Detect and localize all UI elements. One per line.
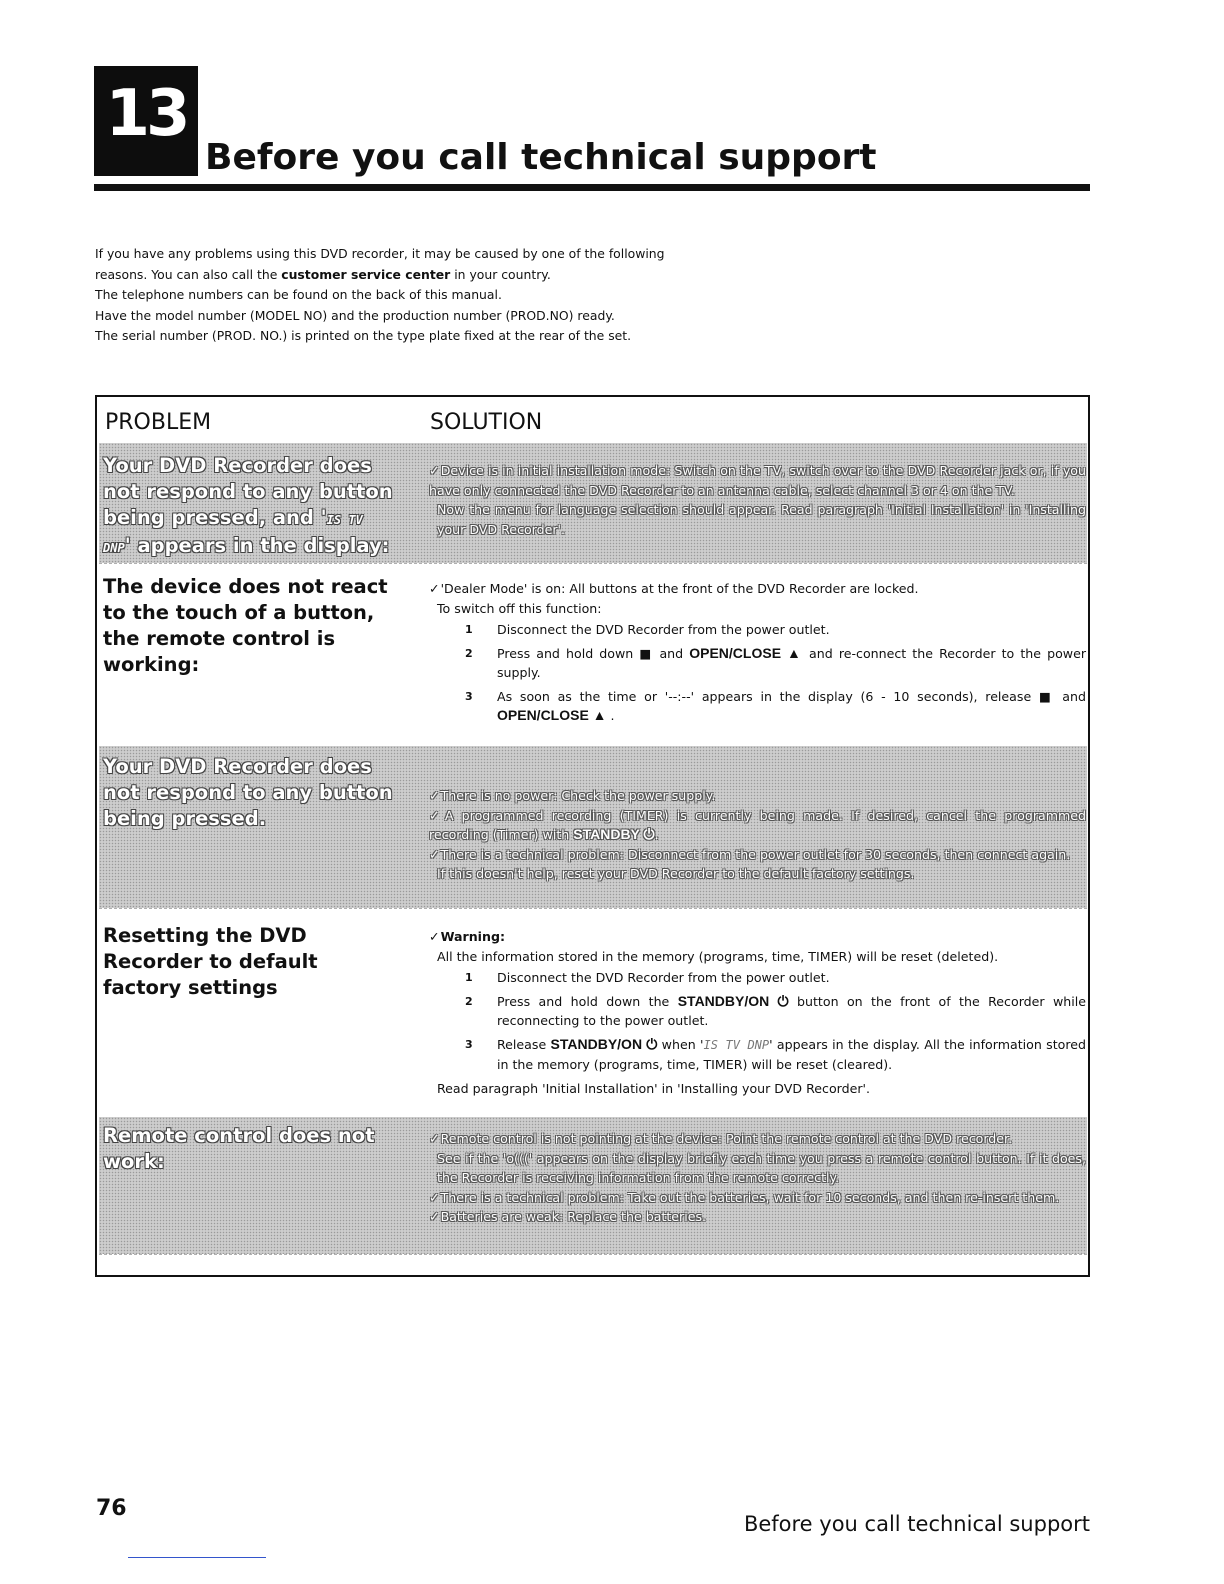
footer-title: Before you call technical support [743, 1512, 1090, 1536]
warning-label: Warning: [440, 929, 506, 944]
header-problem: PROBLEM [105, 410, 212, 435]
step-number: 1 [465, 971, 473, 984]
solution-line [429, 1129, 1086, 1149]
customer-service-center: customer service center [281, 266, 451, 282]
step-text: . [606, 708, 615, 723]
solution-line [429, 927, 1086, 947]
check-icon: ✓ [429, 846, 440, 862]
table-row [99, 564, 1087, 746]
open-close-key: OPEN/CLOSE ▲ [497, 707, 607, 723]
step-number: 1 [465, 623, 473, 636]
step-text: button on the front of the Recorder while reconnecting to the power outlet. [497, 993, 1087, 1028]
solution-line: If this doesn't help, reset your DVD Recorder to the default factory settings. [437, 866, 915, 881]
solution-text: There is no power: Check the power supply. [440, 788, 716, 803]
step-text: Press and hold down the [497, 993, 678, 1009]
step-number: 2 [465, 646, 473, 660]
problem-cell: Resetting the DVD Recorder to default factory settings [103, 924, 318, 999]
header-solution: SOLUTION [430, 410, 543, 435]
solution-line [429, 806, 1086, 845]
step-text: when ' [657, 1036, 704, 1052]
page-number: 76 [96, 1496, 127, 1521]
step-item [429, 968, 1086, 988]
check-icon: ✓ [429, 929, 440, 944]
problem-cell [103, 453, 393, 561]
intro-line-1: If you have any problems using this DVD recorder, it may be caused by one of the following [95, 246, 665, 261]
troubleshooting-table [95, 395, 1090, 1277]
solution-line [429, 1207, 1086, 1227]
intro-line-5: The serial number (PROD. NO.) is printed on the type plate fixed at the rear of the set. [95, 328, 632, 343]
steps-list [429, 620, 1086, 726]
check-icon: ✓ [429, 1189, 440, 1205]
solution-cell [429, 579, 1086, 730]
check-icon: ✓ [429, 1209, 440, 1224]
page-title: Before you call technical support [205, 137, 877, 178]
problem-cell: Remote control does not work: [103, 1124, 375, 1173]
step-text: ' appears in the display. All the information stored in the memory (programs, time, TIMER) will be reset (cleared). [497, 1036, 1086, 1072]
solution-cell [429, 461, 1086, 539]
step-item [429, 1035, 1086, 1075]
problem-text-end: ' appears in the display: [124, 534, 390, 557]
step-text: Disconnect the DVD Recorder from the power outlet. [497, 622, 830, 637]
intro-line-2-pre: reasons. You can also call the [95, 266, 282, 282]
solution-text: Remote control is not pointing at the device: Point the remote control at the DVD recorder. [440, 1131, 1013, 1146]
solution-line [429, 1188, 1086, 1208]
solution-line: See if the 'o(((' appears on the display briefly each time you press a remote control button. If it does, the Recorder is receiving information from the remote correctly. [437, 1150, 1086, 1185]
solution-text: Batteries are weak: Replace the batteries. [440, 1209, 707, 1224]
step-number: 3 [465, 1037, 473, 1051]
step-text: Press and hold down [497, 645, 640, 661]
solution-line [429, 461, 1086, 500]
solution-line [429, 579, 1086, 599]
step-item [429, 687, 1086, 726]
check-icon: ✓ [429, 807, 444, 823]
intro-line-3: The telephone numbers can be found on the back of this manual. [95, 287, 502, 302]
step-text: and [1054, 688, 1086, 704]
solution-line: To switch off this function: [437, 600, 602, 616]
solution-line: Read paragraph 'Initial Installation' in 'Installing your DVD Recorder'. [437, 1080, 871, 1096]
step-item [429, 620, 1086, 640]
step-text: and [653, 645, 690, 661]
intro-line-2 [95, 265, 795, 286]
stop-icon: ■ [639, 645, 654, 661]
check-icon: ✓ [429, 1131, 440, 1146]
problem-cell: The device does not react to the touch of a button, the remote control is working: [103, 575, 388, 676]
solution-line: Now the menu for language selection should appear. Read paragraph 'Initial Installation' in 'Installing your DVD Recorder'. [437, 502, 1086, 537]
solution-text: A programmed recording (TIMER) is currently being made. If desired, cancel the programmed recording (Timer) with [429, 807, 1086, 842]
solution-line [429, 786, 1086, 806]
solution-line: All the information stored in the memory (programs, time, TIMER) will be reset (deleted). [437, 948, 999, 964]
solution-cell [429, 927, 1086, 1098]
solution-cell [429, 786, 1086, 884]
chapter-number-box [94, 66, 198, 176]
problem-text: Your DVD Recorder does not respond to any button being pressed, and ' [103, 454, 393, 529]
lcd-display-text: IS TV DNP [103, 513, 363, 555]
table-row [99, 443, 1087, 563]
step-text: As soon as the time or '--:--' appears in the display (6 - 10 seconds), release [497, 688, 1039, 704]
title-rule [94, 184, 1090, 191]
solution-text: Device is in initial installation mode: Switch on the TV, switch over to the DVD Recorder jack or, if you have only connected the DVD Recorder to an antenna cable, select channel 3 or 4 on the TV. [429, 463, 1086, 498]
solution-line [429, 845, 1086, 865]
step-item [429, 644, 1086, 683]
intro-text [95, 244, 795, 347]
standby-on-key: STANDBY/ON ⏻ [677, 992, 789, 1009]
step-text: and re-connect the Recorder to the power supply. [497, 645, 1087, 680]
intro-line-4: Have the model number (MODEL NO) and the production number (PROD.NO) ready. [95, 307, 615, 323]
step-text: Release [497, 1036, 551, 1052]
open-close-key: OPEN/CLOSE ▲ [689, 644, 803, 661]
row-divider [99, 1254, 1087, 1255]
check-icon: ✓ [429, 463, 440, 478]
solution-text: . [654, 827, 659, 842]
step-number: 3 [465, 689, 473, 703]
table-row [99, 746, 1087, 908]
solution-text: There is a technical problem: Disconnect from the power outlet for 30 seconds, then connect again. [440, 846, 1071, 862]
check-icon: ✓ [429, 788, 440, 803]
step-item [429, 992, 1086, 1031]
intro-line-2-post: in your country. [450, 266, 551, 282]
table-row [99, 1117, 1087, 1254]
steps-list [429, 968, 1086, 1075]
solution-cell [429, 1129, 1086, 1227]
solution-text: 'Dealer Mode' is on: All buttons at the front of the DVD Recorder are locked. [440, 581, 919, 596]
step-number: 2 [465, 994, 473, 1008]
step-text: Disconnect the DVD Recorder from the power outlet. [497, 970, 830, 985]
footer-underline [128, 1557, 266, 1558]
standby-key: STANDBY ⏻ [573, 826, 655, 842]
standby-on-key: STANDBY/ON ⏻ [550, 1035, 658, 1052]
table-row [99, 909, 1087, 1117]
chapter-number: 13 [105, 77, 187, 151]
check-icon: ✓ [429, 581, 440, 596]
solution-text: There is a technical problem: Take out the batteries, wait for 10 seconds, and then re-insert them. [440, 1189, 1060, 1205]
stop-icon: ■ [1038, 688, 1055, 704]
problem-cell: Your DVD Recorder does not respond to any button being pressed. [103, 755, 393, 830]
lcd-display-text: IS TV DNP [703, 1037, 770, 1052]
